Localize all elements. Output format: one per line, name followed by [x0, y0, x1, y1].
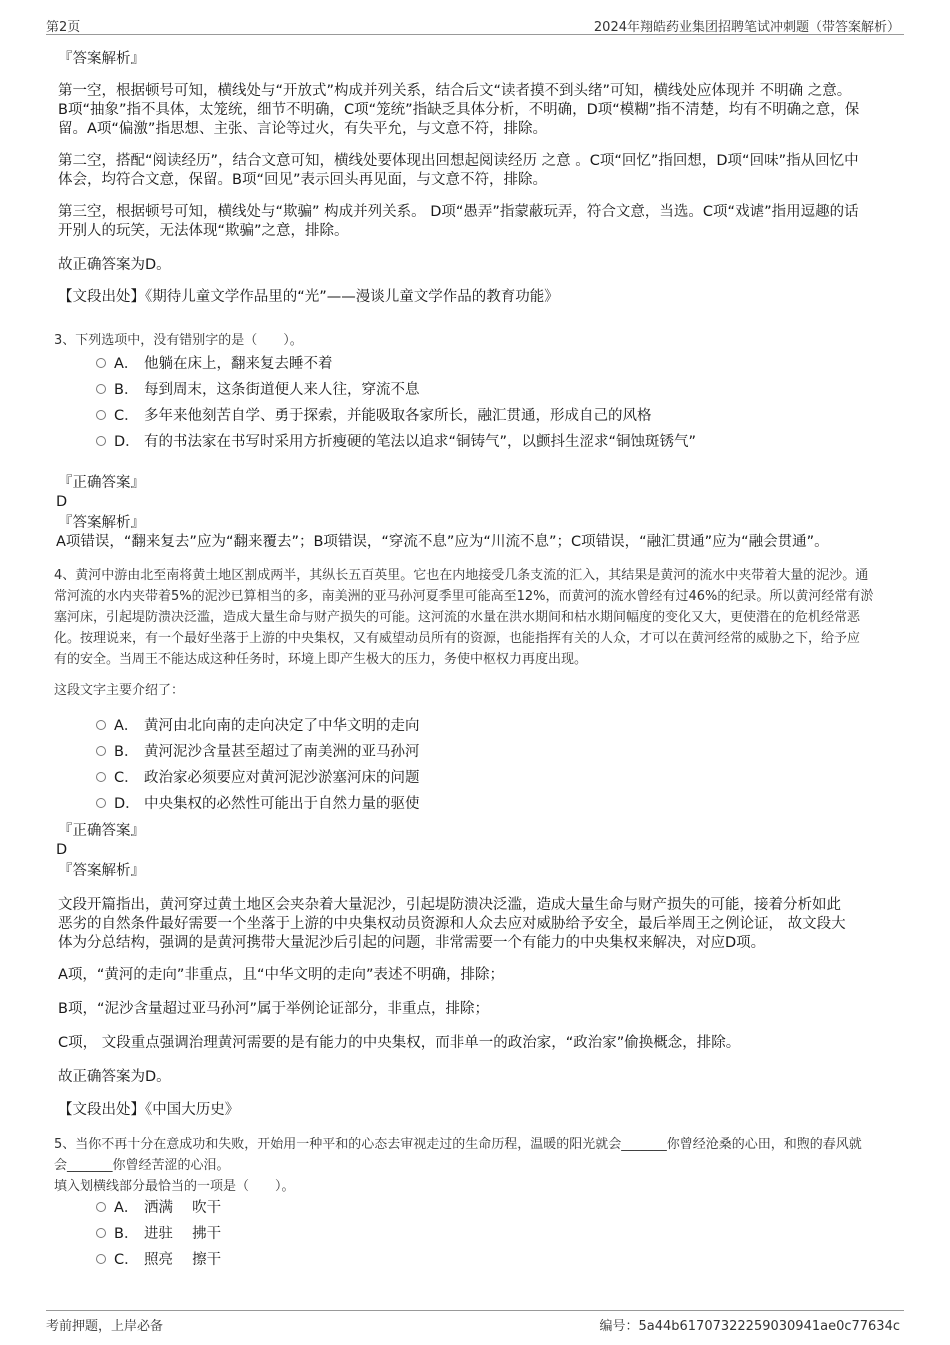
page-number: 第2页 [46, 20, 81, 35]
radio-icon[interactable] [96, 1254, 106, 1264]
q2-analysis-label: 『答案解析』 [58, 51, 145, 67]
radio-icon[interactable] [96, 436, 106, 446]
q3-option-a[interactable]: A． 他躺在床上，翻来复去睡不着 [96, 354, 886, 374]
radio-icon[interactable] [96, 746, 106, 756]
q3-option-d[interactable]: D． 有的书法家在书写时采用方折瘦硬的笔法以追求“铜铸气”，以颤抖生涩求“铜蚀斑锈气” [96, 432, 886, 452]
q2-source: 【文段出处】《期待儿童文学作品里的“光”——漫谈儿童文学作品的教育功能》 [58, 289, 559, 305]
q5-option-a[interactable]: A． 洒满 吹干 [96, 1198, 886, 1218]
q4-stem: 4、黄河中游由北至南将黄土地区割成两半，其纵长五百英里。它也在内地接受几条支流的汇入，其结果是黄河的流水中夹带着大量的泥沙。通 常河流的水内夹带着5%的泥沙已算相当的多，南美洲的亚马孙河夏季里可能高至12%，而黄河的流水曾经有过46%的纪录。所以黄河经常有淤 塞河床，引起堤防溃决泛滥，造成大量生命与财产损失的可能。这河流的水量在洪水期间和枯水期间幅度的变化又大，更使潜在的危机经常恶 化。按理说来，有一个最好坐落于上游的中央集权，又有威望动员所有的资源，也能指挥有关的人众，才可以在黄河经常的威胁之下，给予应 有的安全。当周王不能达成这种任务时，环境上即产生极大的压力，务使中枢权力再度出现。 [54, 568, 874, 667]
q2-analysis-para2: 第二空，搭配“阅读经历”，结合文意可知，横线处要体现出回想起阅读经历 之意 。C项“回忆”指回想，D项“回味”指从回忆中 体会，均符合文意，保留。B项“回见”表示回头再见面，与文意不符，排除。 [58, 153, 859, 188]
document-title: 2024年翔皓药业集团招聘笔试冲刺题（带答案解析） [593, 20, 900, 35]
document-code: 编号：5a44b61707322259030941ae0c77634c [599, 1319, 900, 1334]
q5-option-b[interactable]: B． 进驻 拂干 [96, 1224, 886, 1244]
q5-option-c[interactable]: C． 照亮 擦干 [96, 1250, 886, 1270]
radio-icon[interactable] [96, 410, 106, 420]
q4-answer: D [56, 842, 68, 858]
q4-option-d[interactable]: D． 中央集权的必然性可能出于自然力量的驱使 [96, 794, 886, 814]
radio-icon[interactable] [96, 358, 106, 368]
radio-icon[interactable] [96, 772, 106, 782]
radio-icon[interactable] [96, 798, 106, 808]
q4-option-b[interactable]: B． 黄河泥沙含量甚至超过了南美洲的亚马孙河 [96, 742, 886, 762]
q4-option-c[interactable]: C． 政治家必须要应对黄河泥沙淤塞河床的问题 [96, 768, 886, 788]
q4-analysis-para1: 文段开篇指出，黄河穿过黄土地区会夹杂着大量泥沙，引起堤防溃决泛滥，造成大量生命与财产损失的可能，接着分析如此 恶劣的自然条件最好需要一个坐落于上游的中央集权动员资源和人众去应对威胁给予安全，最后举周王之例论证， 故文段大 体为分总结构，强调的是黄河携带大量泥沙后引起的问题，非常需要一个有能力的中央集权来解决，对应D项。 [58, 897, 846, 951]
q2-conclusion: 故正确答案为D。 [58, 257, 171, 273]
radio-icon[interactable] [96, 720, 106, 730]
q3-answer: D [56, 494, 68, 510]
radio-icon[interactable] [96, 1202, 106, 1212]
q3-analysis-label: 『答案解析』 [58, 515, 145, 531]
q3-option-c[interactable]: C． 多年来他刻苦自学、勇于探索，并能吸取各家所长，融汇贯通，形成自己的风格 [96, 406, 886, 426]
q3-analysis: A项错误，“翻来复去”应为“翻来覆去”；B项错误，“穿流不息”应为“川流不息”；C项错误，“融汇贯通”应为“融会贯通”。 [56, 534, 829, 550]
radio-icon[interactable] [96, 384, 106, 394]
q2-analysis-para3: 第三空，根据顿号可知，横线处与“欺骗” 构成并列关系。 D项“愚弄”指蒙蔽玩弄，符合文意，当选。C项“戏谑”指用逗趣的话 开别人的玩笑，无法体现“欺骗”之意，排除。 [58, 204, 859, 239]
q4-answer-label: 『正确答案』 [58, 823, 145, 839]
q4-conclusion: 故正确答案为D。 [58, 1069, 171, 1085]
q5-stem: 5、当你不再十分在意成功和失败，开始用一种平和的心态去审视走过的生命历程，温暖的阳光就会_______你曾经沧桑的心田，和煦的春风就 会_______你曾经苦涩的心泪。 填入划横线部分最恰当的一项是（ ）。 [54, 1137, 862, 1194]
q2-analysis-para1: 第一空，根据顿号可知，横线处与“开放式”构成并列关系，结合后文“读者摸不到头绪”可知，横线处应体现并 不明确 之意。 B项“抽象”指不具体，太笼统，细节不明确，C项“笼统”指缺乏具体分析，不明确，D项“模糊”指不清楚，均有不明确之意，保 留。A项“偏激”指思想、主张、言论等过火，有失平允，与文意不符，排除。 [58, 83, 860, 137]
radio-icon[interactable] [96, 1228, 106, 1238]
q4-analysis-para4: C项， 文段重点强调治理黄河需要的是有能力的中央集权，而非单一的政治家，“政治家”偷换概念，排除。 [58, 1035, 741, 1051]
q4-question: 这段文字主要介绍了： [54, 683, 185, 698]
q4-source: 【文段出处】《中国大历史》 [58, 1102, 240, 1118]
footer-slogan: 考前押题，上岸必备 [46, 1319, 164, 1334]
q3-answer-label: 『正确答案』 [58, 475, 145, 491]
page-footer [46, 1310, 904, 1335]
q4-analysis-label: 『答案解析』 [58, 863, 145, 879]
q4-analysis-para3: B项，“泥沙含量超过亚马孙河”属于举例论证部分，非重点，排除； [58, 1001, 489, 1017]
q4-analysis-para2: A项，“黄河的走向”非重点，且“中华文明的走向”表述不明确，排除； [58, 967, 504, 983]
q3-option-b[interactable]: B． 每到周末，这条街道便人来人往，穿流不息 [96, 380, 886, 400]
q4-option-a[interactable]: A． 黄河由北向南的走向决定了中华文明的走向 [96, 716, 886, 736]
q3-stem: 3、下列选项中，没有错别字的是（ ）。 [54, 333, 303, 348]
page-header [46, 14, 904, 35]
